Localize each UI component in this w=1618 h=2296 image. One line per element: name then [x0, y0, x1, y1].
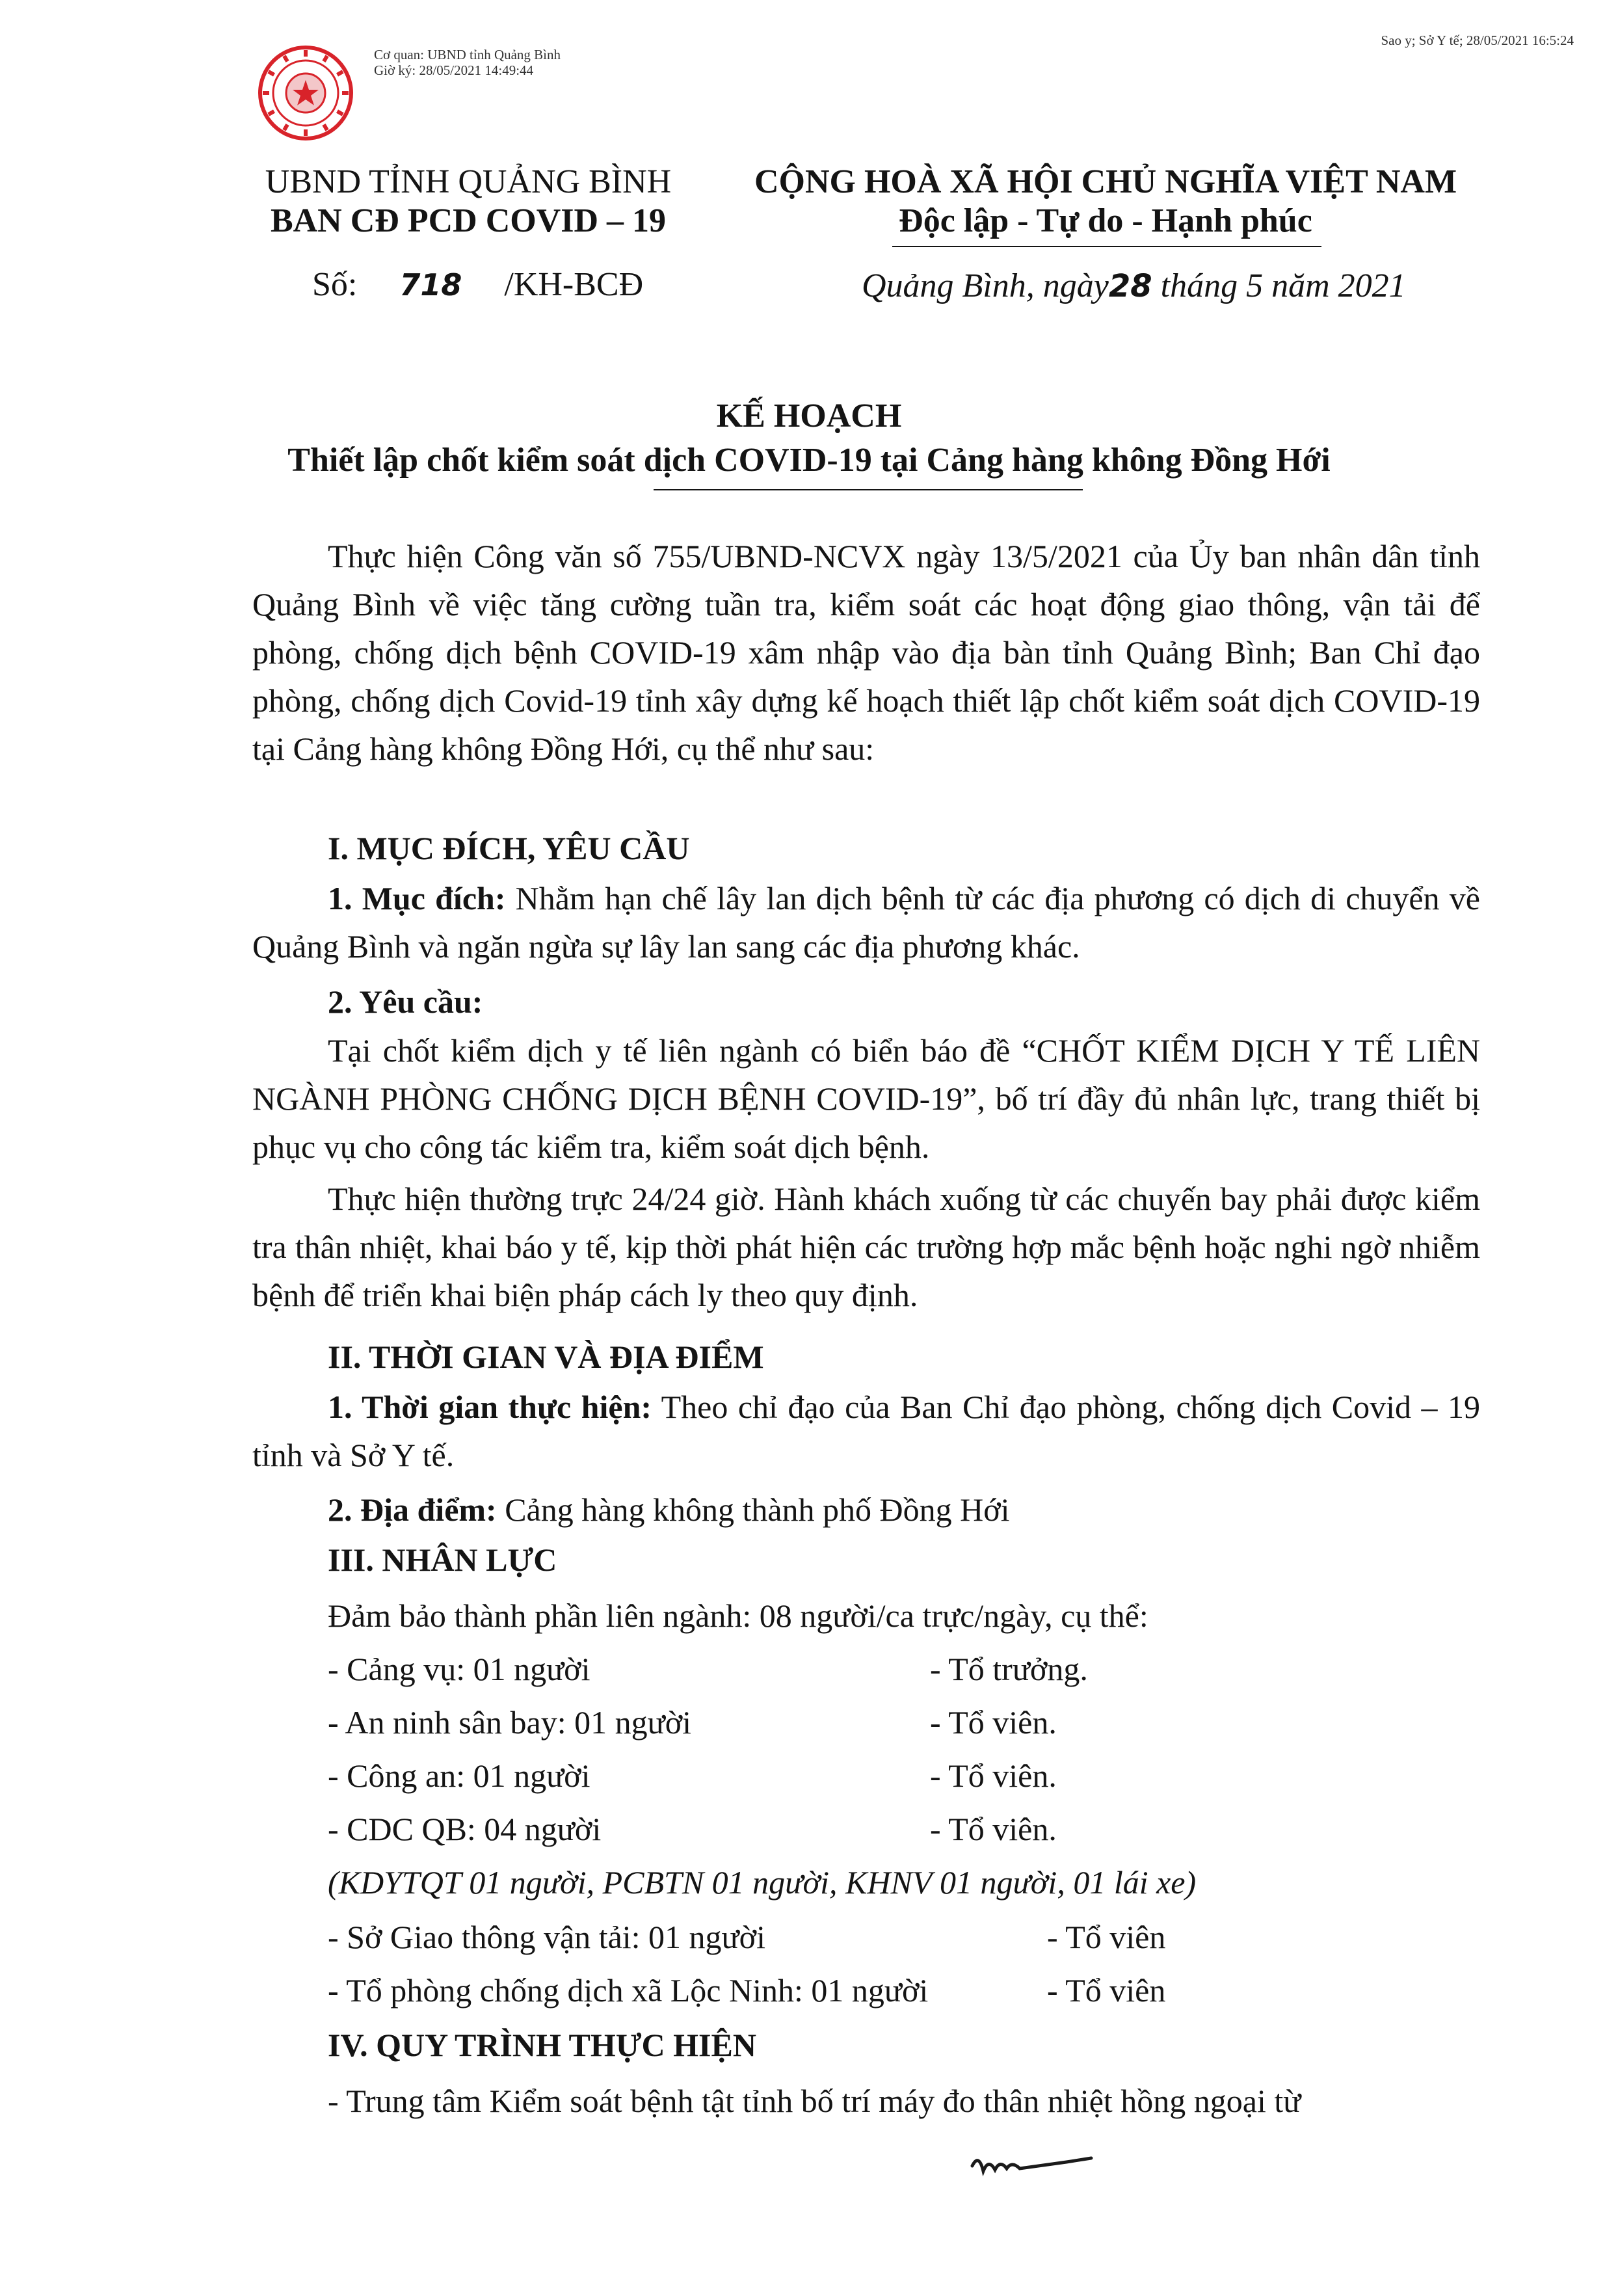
national-motto: Độc lập - Tự do - Hạnh phúc	[899, 202, 1312, 239]
requirement-paragraph-1: Tại chốt kiểm dịch y tế liên ngành có biển báo đề “CHỐT KIỂM DỊCH Y TẾ LIÊN NGÀNH PHÒNG CHỐNG DỊCH BỆNH COVID-19”, bố trí đầy đủ nhân lực, trang thiết bị phục vụ cho công tác kiểm tra, kiểm soát dịch bệnh.	[252, 1032, 1480, 1165]
national-title: CỘNG HOÀ XÃ HỘI CHỦ NGHĨA VIỆT NAM	[754, 163, 1457, 200]
signature-agency: Cơ quan: UBND tỉnh Quảng Bình	[374, 47, 561, 62]
intro-paragraph: Thực hiện Công văn số 755/UBND-NCVX ngày 13/5/2021 của Ủy ban nhân dân tỉnh Quảng Bình về việc tăng cường tuần tra, kiểm soát các hoạt động giao thông, vận tải để phòng, chống dịch bệnh COVID-19 xâm nhập vào địa bàn tỉnh Quảng Bình; Ban Chỉ đạo phòng, chống dịch Covid-19 tỉnh xây dựng kế hoạch thiết lập chốt kiểm soát dịch COVID-19 tại Cảng hàng không Đồng Hới, cụ thể như sau:	[252, 538, 1480, 767]
official-seal-icon	[257, 44, 354, 142]
staff-row: - CDC QB: 04 người	[328, 1811, 602, 1847]
document-date	[862, 267, 1406, 306]
subtitle-underline	[654, 489, 1083, 490]
document-title: KẾ HOẠCH	[716, 397, 902, 434]
staff-role: - Tổ viên.	[930, 1811, 1057, 1847]
document-subtitle: Thiết lập chốt kiểm soát dịch COVID-19 tại Cảng hàng không Đồng Hới	[287, 442, 1331, 479]
signature-time: Giờ ký: 28/05/2021 14:49:44	[374, 62, 534, 78]
staffing-intro: Đảm bảo thành phần liên ngành: 08 người/ca trực/ngày, cụ thể:	[328, 1597, 1148, 1634]
motto-underline	[892, 246, 1321, 247]
purpose-paragraph	[252, 874, 1480, 970]
time-text: Theo chỉ đạo của Ban Chỉ đạo phòng, chống dịch Covid – 19 tỉnh và Sở Y tế.	[252, 1389, 1480, 1473]
staff-role: - Tổ viên.	[930, 1757, 1057, 1794]
staff-role: - Tổ viên	[1047, 1972, 1166, 2009]
initials-scribble-icon	[969, 2146, 1112, 2185]
issuer-block	[247, 163, 689, 241]
number-suffix: /KH-BCĐ	[504, 266, 644, 303]
issuer-name: UBND TỈNH QUẢNG BÌNH	[265, 163, 672, 200]
time-label: 1. Thời gian thực hiện:	[328, 1389, 652, 1425]
place-text: Cảng hàng không thành phố Đồng Hới	[496, 1491, 1010, 1528]
cdc-note: (KDYTQT 01 người, PCBTN 01 người, KHNV 01 người, 01 lái xe)	[328, 1864, 1197, 1901]
section1-heading: I. MỤC ĐÍCH, YÊU CẦU	[328, 830, 690, 866]
staff-role: - Tổ viên.	[930, 1704, 1057, 1741]
staff-row: - Sở Giao thông vận tải: 01 người	[328, 1919, 765, 1955]
staff-row: - Công an: 01 người	[328, 1757, 590, 1794]
date-suffix: tháng 5 năm 2021	[1160, 267, 1406, 304]
staff-row: - Tổ phòng chống dịch xã Lộc Ninh: 01 người	[328, 1972, 929, 2009]
staff-row: - An ninh sân bay: 01 người	[328, 1704, 692, 1741]
copy-stamp: Sao y; Sở Y tế; 28/05/2021 16:5:24	[1381, 33, 1574, 48]
number-label: Số:	[312, 266, 358, 303]
place-paragraph	[252, 1486, 1480, 1534]
section2-heading: II. THỜI GIAN VÀ ĐỊA ĐIỂM	[328, 1339, 764, 1375]
staff-role: - Tổ trưởng.	[930, 1651, 1088, 1687]
time-paragraph	[252, 1383, 1480, 1479]
number-handwritten: 718	[399, 267, 462, 302]
date-prefix: Quảng Bình, ngày	[862, 267, 1109, 304]
national-block	[722, 163, 1489, 241]
section3-heading: III. NHÂN LỰC	[328, 1542, 557, 1578]
requirement-paragraph-2: Thực hiện thường trực 24/24 giờ. Hành khách xuống từ các chuyến bay phải được kiểm tra thân nhiệt, khai báo y tế, kịp thời phát hiện các trường hợp mắc bệnh hoặc nghi ngờ nhiễm bệnh để triển khai biện pháp cách ly theo quy định.	[252, 1181, 1480, 1313]
place-label: 2. Địa điểm:	[328, 1491, 497, 1528]
issuer-unit: BAN CĐ PCD COVID – 19	[270, 202, 667, 239]
requirement-heading: 2. Yêu cầu:	[328, 983, 483, 1020]
date-day: 28	[1108, 268, 1152, 304]
purpose-label: 1. Mục đích:	[328, 880, 506, 916]
section4-heading: IV. QUY TRÌNH THỰC HIỆN	[328, 2027, 756, 2063]
procedure-line: - Trung tâm Kiểm soát bệnh tật tỉnh bố trí máy đo thân nhiệt hồng ngoại từ	[328, 2083, 1301, 2119]
document-number	[312, 265, 643, 304]
staff-row: - Cảng vụ: 01 người	[328, 1651, 590, 1687]
staff-role: - Tổ viên	[1047, 1919, 1166, 1955]
purpose-text: Nhằm hạn chế lây lan dịch bệnh từ các địa phương có dịch di chuyển về Quảng Bình và ngăn ngừa sự lây lan sang các địa phương khác.	[252, 880, 1480, 965]
